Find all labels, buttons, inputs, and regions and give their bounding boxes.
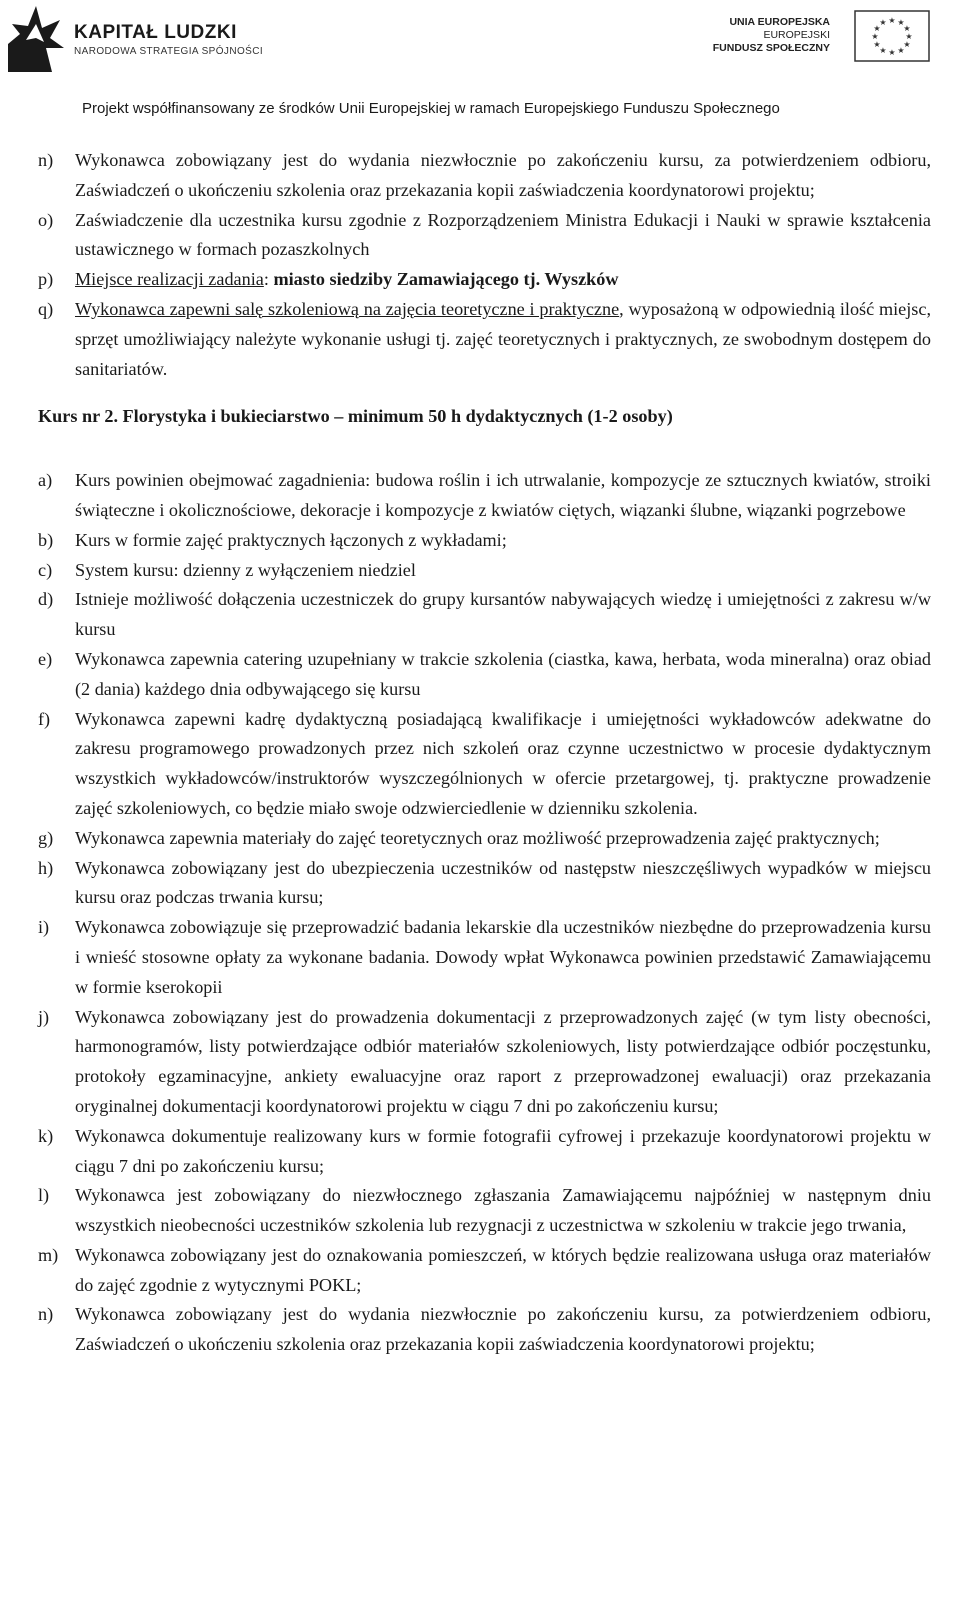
item-label: a)	[38, 470, 53, 491]
eu-logo-line2: EUROPEJSKI	[763, 29, 830, 41]
item-label: k)	[38, 1125, 54, 1146]
item-label: e)	[38, 648, 53, 669]
item-text: Wykonawca zobowiązany jest do oznakowania pomieszczeń, w których będzie realizowana usługa oraz materiałów do zajęć zgodnie z wytycznymi POKL;	[75, 1244, 931, 1295]
eu-logo-line3: FUNDUSZ SPOŁECZNY	[712, 42, 830, 54]
project-cofinancing-line: Projekt współfinansowany ze środków Unii Europejskiej w ramach Europejskiego Funduszu Społecznego	[82, 100, 780, 117]
svg-text:★: ★	[903, 24, 911, 33]
svg-text:★: ★	[888, 16, 896, 25]
item-label: n)	[38, 1304, 54, 1325]
course-item-l	[38, 1181, 931, 1241]
item-text: Kurs w formie zajęć praktycznych łączonych z wykładami;	[75, 529, 507, 550]
course-item-k	[38, 1122, 931, 1182]
svg-text:★: ★	[879, 18, 887, 27]
item-text: Wykonawca zobowiązany jest do ubezpieczenia uczestników od następstw nieszczęśliwych wypadków w miejscu kursu oraz podczas trwania kursu;	[75, 857, 931, 908]
svg-text:★: ★	[873, 24, 881, 33]
list-item-n	[38, 146, 931, 206]
item-text: Wykonawca zapewnia catering uzupełniany w trakcie szkolenia (ciastka, kawa, herbata, woda mineralna) oraz obiad (2 dania) każdego dnia odbywającego się kursu	[75, 648, 931, 699]
course-item-h	[38, 854, 931, 914]
course-item-b	[38, 526, 931, 556]
course-item-e	[38, 645, 931, 705]
item-label: c)	[38, 559, 53, 580]
svg-text:★: ★	[905, 32, 913, 41]
svg-text:★: ★	[873, 40, 881, 49]
item-text: Wykonawca dokumentuje realizowany kurs w formie fotografii cyfrowej i przekazuje koordynatorowi projektu w ciągu 7 dni po zakończeniu kursu;	[75, 1125, 931, 1176]
item-label: f)	[38, 708, 51, 729]
item-label: h)	[38, 857, 54, 878]
kapital-ludzki-logo-icon	[6, 4, 66, 74]
item-text: System kursu: dzienny z wyłączeniem niedziel	[75, 559, 416, 580]
item-text: Kurs powinien obejmować zagadnienia: budowa roślin i ich utrwalanie, kompozycje ze sztucznych kwiatów, stroiki świąteczne i okolicznościowe, dekoracje i kompozycje z kwiatów ciętych, wiązanki ślubne, wiązanki pogrzebowe	[75, 470, 931, 520]
item-text: Wykonawca zobowiązany jest do wydania niezwłocznie po zakończeniu kursu, za potwierdzeniem odbioru, Zaświadczeń o ukończeniu szkolenia oraz przekazania kopii zaświadczenia koordynatorowi projektu;	[75, 150, 931, 200]
course-heading: Kurs nr 2. Florystyka i bukieciarstwo – minimum 50 h dydaktycznych (1-2 osoby)	[38, 406, 673, 427]
item-label: m)	[38, 1244, 59, 1265]
svg-text:★: ★	[897, 18, 905, 27]
eu-logo-text	[713, 16, 830, 55]
item-label: j)	[38, 1006, 50, 1027]
item-text	[75, 295, 931, 384]
item-label: p)	[38, 269, 54, 290]
course-item-a	[38, 466, 931, 526]
page-header	[0, 0, 960, 117]
item-text: Wykonawca jest zobowiązany do niezwłocznego zgłaszania Zamawiającemu najpóźniej w następnym dniu wszystkich nieobecności uczestników szkolenia lub rezygnacji z uczestnictwa w szkoleniu w trakcie jego trwania,	[75, 1185, 931, 1236]
svg-text:★: ★	[879, 46, 887, 55]
svg-text:★: ★	[871, 32, 879, 41]
item-text: Wykonawca zobowiązuje się przeprowadzić badania lekarskie dla uczestników niezbędne do przeprowadzenia kursu i wnieść stosowne opłaty za wykonane badania. Dowody wpłat Wykonawca powinien przedstawić Zamawiającemu w formie kserokopii	[75, 917, 931, 997]
item-label: o)	[38, 209, 54, 230]
kapital-ludzki-title: KAPITAŁ LUDZKI	[74, 22, 237, 43]
item-text: Wykonawca zapewnia materiały do zajęć teoretycznych oraz możliwość przeprowadzenia zajęć praktycznych;	[75, 827, 880, 848]
course-item-d	[38, 585, 931, 645]
item-underlined-text: Miejsce realizacji zadania	[75, 269, 264, 290]
item-label: i)	[38, 917, 50, 938]
course-item-j	[38, 1003, 931, 1122]
eu-flag-icon	[854, 10, 930, 62]
course-item-f	[38, 705, 931, 824]
course-item-c	[38, 556, 931, 586]
kapital-ludzki-subtitle: NARODOWA STRATEGIA SPÓJNOŚCI	[74, 46, 264, 57]
item-bold-text: miasto siedziby Zamawiającego tj. Wyszków	[273, 269, 619, 290]
item-text: Wykonawca zapewni kadrę dydaktyczną posiadającą kwalifikacje i umiejętności wykładowców adekwatne do zakresu programowego prowadzonych przez nich szkoleń oraz czynne uczestnictwo w procesie dydaktycznym wszystkich wykładowców/instruktorów wyszczególnionych w ofercie przetargowej, tj. praktyczne prowadzenie zajęć szkoleniowych, co będzie miało swoje odzwierciedlenie w dzienniku szkolenia.	[75, 708, 931, 818]
item-plain-text: , wyposażoną w odpowiednią ilość miejsc, sprzęt umożliwiający należyte wykonanie usługi tj. zajęć teoretycznych i praktycznych, ze swobodnym dostępem do sanitariatów.	[75, 298, 931, 379]
list-item-p	[38, 265, 931, 295]
item-text: Zaświadczenie dla uczestnika kursu zgodnie z Rozporządzeniem Ministra Edukacji i Nauki w sprawie kształcenia ustawicznego w formach pozaszkolnych	[75, 209, 931, 260]
svg-text:★: ★	[903, 40, 911, 49]
item-text: Wykonawca zobowiązany jest do wydania niezwłocznie po zakończeniu kursu, za potwierdzeniem odbioru, Zaświadczeń o ukończeniu szkolenia oraz przekazania kopii zaświadczenia koordynatorowi projektu;	[75, 1304, 931, 1355]
item-plain-text: :	[263, 269, 274, 290]
list-item-o	[38, 206, 931, 266]
item-text	[75, 265, 931, 295]
course-item-n	[38, 1300, 931, 1360]
item-text: Wykonawca zobowiązany jest do prowadzenia dokumentacji z przeprowadzonych zajęć (w tym listy obecności, harmonogramów, listy potwierdzające odbiór materiałów szkoleniowych, listy potwierdzające odbiór poczęstunku, protokoły egzaminacyjne, ankiety ewaluacyjne oraz raport z przeprowadzonej ewaluacji) oraz przekazania oryginalnej dokumentacji koordynatorowi projektu w ciągu 7 dni po zakończeniu kursu;	[75, 1006, 931, 1116]
course-item-m	[38, 1241, 931, 1301]
list-item-q	[38, 295, 931, 384]
document-body	[38, 146, 931, 1360]
item-label: l)	[38, 1185, 50, 1206]
eu-logo-line1: UNIA EUROPEJSKA	[729, 16, 830, 28]
item-label: g)	[38, 827, 54, 848]
item-label: d)	[38, 589, 54, 610]
svg-text:★: ★	[888, 48, 896, 57]
course-item-g	[38, 824, 931, 854]
item-label: q)	[38, 298, 54, 319]
item-label: n)	[38, 150, 54, 170]
course-item-i	[38, 913, 931, 1002]
item-underlined-text: Wykonawca zapewni salę szkoleniową na zajęcia teoretyczne i praktyczne	[75, 298, 620, 319]
svg-text:★: ★	[897, 46, 905, 55]
item-label: b)	[38, 529, 54, 550]
item-text: Istnieje możliwość dołączenia uczestniczek do grupy kursantów nabywających wiedzę i umiejętności z zakresu w/w kursu	[75, 589, 931, 640]
